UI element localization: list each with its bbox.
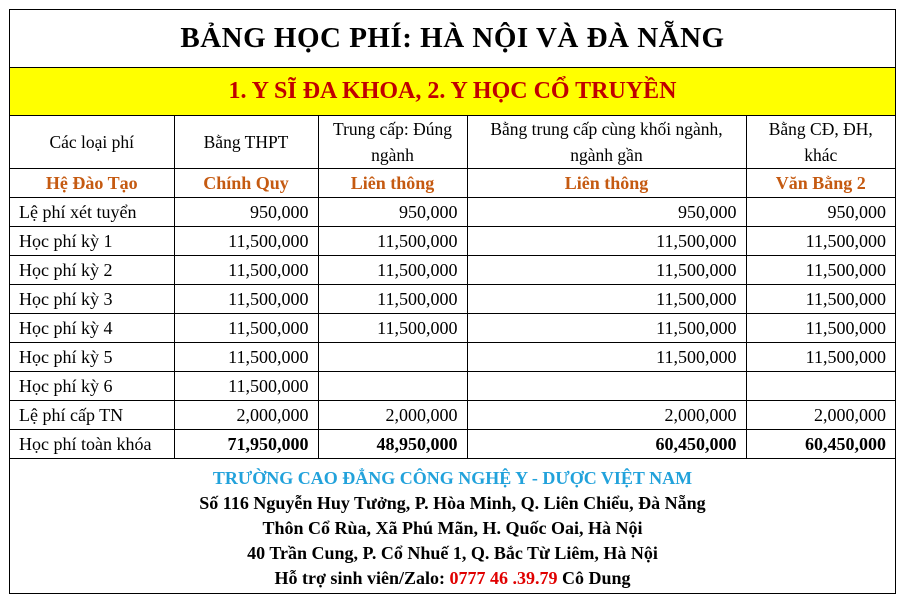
fee-value: 11,500,000	[174, 372, 318, 401]
footer	[10, 459, 895, 591]
fee-value: 60,450,000	[467, 430, 746, 459]
support-line	[10, 566, 895, 591]
fee-label: Học phí kỳ 5	[10, 343, 174, 372]
program-cell: Hệ Đào Tạo	[10, 169, 174, 198]
school-name: TRƯỜNG CAO ĐẲNG CÔNG NGHỆ Y - DƯỢC VIỆT NAM	[212, 468, 693, 488]
table-row	[10, 285, 895, 314]
program-cell: Chính Quy	[174, 169, 318, 198]
header-cell: Bằng THPT	[174, 116, 318, 169]
table-row	[10, 198, 895, 227]
table-row	[10, 372, 895, 401]
fee-value: 11,500,000	[318, 227, 467, 256]
page-title: BẢNG HỌC PHÍ: HÀ NỘI VÀ ĐÀ NẴNG	[10, 10, 895, 68]
fee-value: 71,950,000	[174, 430, 318, 459]
fee-value: 2,000,000	[746, 401, 895, 430]
fee-value: 11,500,000	[318, 256, 467, 285]
fee-value: 11,500,000	[746, 227, 895, 256]
table-row	[10, 227, 895, 256]
address-line: 40 Trần Cung, P. Cổ Nhuế 1, Q. Bắc Từ Liêm, Hà Nội	[247, 543, 658, 563]
fee-value: 950,000	[174, 198, 318, 227]
fee-value: 11,500,000	[174, 343, 318, 372]
fee-label: Lệ phí xét tuyển	[10, 198, 174, 227]
fee-table	[10, 116, 895, 459]
fee-sheet	[9, 9, 896, 594]
fee-value: 2,000,000	[318, 401, 467, 430]
fee-value: 11,500,000	[746, 285, 895, 314]
fee-value: 11,500,000	[174, 256, 318, 285]
support-label: Hỗ trợ sinh viên/Zalo:	[274, 568, 450, 588]
header-cell: Các loại phí	[10, 116, 174, 169]
fee-value: 11,500,000	[318, 285, 467, 314]
fee-value: 950,000	[318, 198, 467, 227]
phone-number[interactable]: 0777 46 .39.79	[449, 568, 558, 588]
header-cell: Trung cấp: Đúng ngành	[318, 116, 467, 169]
fee-label: Học phí kỳ 4	[10, 314, 174, 343]
program-cell: Liên thông	[318, 169, 467, 198]
fee-value	[746, 372, 895, 401]
fee-label: Học phí kỳ 3	[10, 285, 174, 314]
fee-value: 11,500,000	[174, 285, 318, 314]
fee-value: 11,500,000	[174, 227, 318, 256]
fee-label: Học phí kỳ 6	[10, 372, 174, 401]
address-line: Số 116 Nguyễn Huy Tưởng, P. Hòa Minh, Q. Liên Chiểu, Đà Nẵng	[199, 493, 706, 513]
table-row	[10, 256, 895, 285]
fee-value: 48,950,000	[318, 430, 467, 459]
table-row	[10, 343, 895, 372]
fee-value: 11,500,000	[467, 227, 746, 256]
address-line: Thôn Cổ Rùa, Xã Phú Mãn, H. Quốc Oai, Hà Nội	[262, 518, 643, 538]
fee-value: 11,500,000	[467, 285, 746, 314]
program-subtitle: 1. Y SĨ ĐA KHOA, 2. Y HỌC CỔ TRUYỀN	[10, 68, 895, 116]
fee-value: 11,500,000	[174, 314, 318, 343]
fee-value: 11,500,000	[467, 256, 746, 285]
header-cell: Bằng CĐ, ĐH, khác	[746, 116, 895, 169]
table-row	[10, 401, 895, 430]
fee-value: 11,500,000	[467, 343, 746, 372]
fee-label: Học phí toàn khóa	[10, 430, 174, 459]
contact-name: Cô Dung	[557, 568, 631, 588]
fee-label: Học phí kỳ 2	[10, 256, 174, 285]
total-row	[10, 430, 895, 459]
program-cell: Liên thông	[467, 169, 746, 198]
fee-value: 60,450,000	[746, 430, 895, 459]
fee-value: 11,500,000	[746, 343, 895, 372]
fee-value: 11,500,000	[467, 314, 746, 343]
fee-value: 950,000	[746, 198, 895, 227]
fee-value	[318, 343, 467, 372]
fee-label: Học phí kỳ 1	[10, 227, 174, 256]
fee-value: 11,500,000	[746, 314, 895, 343]
fee-value: 11,500,000	[746, 256, 895, 285]
fee-value: 11,500,000	[318, 314, 467, 343]
fee-value: 2,000,000	[467, 401, 746, 430]
header-row	[10, 116, 895, 169]
fee-value: 2,000,000	[174, 401, 318, 430]
fee-value: 950,000	[467, 198, 746, 227]
program-cell: Văn Bằng 2	[746, 169, 895, 198]
header-cell: Bằng trung cấp cùng khối ngành, ngành gần	[467, 116, 746, 169]
fee-value	[467, 372, 746, 401]
program-row	[10, 169, 895, 198]
fee-value	[318, 372, 467, 401]
fee-label: Lệ phí cấp TN	[10, 401, 174, 430]
table-row	[10, 314, 895, 343]
